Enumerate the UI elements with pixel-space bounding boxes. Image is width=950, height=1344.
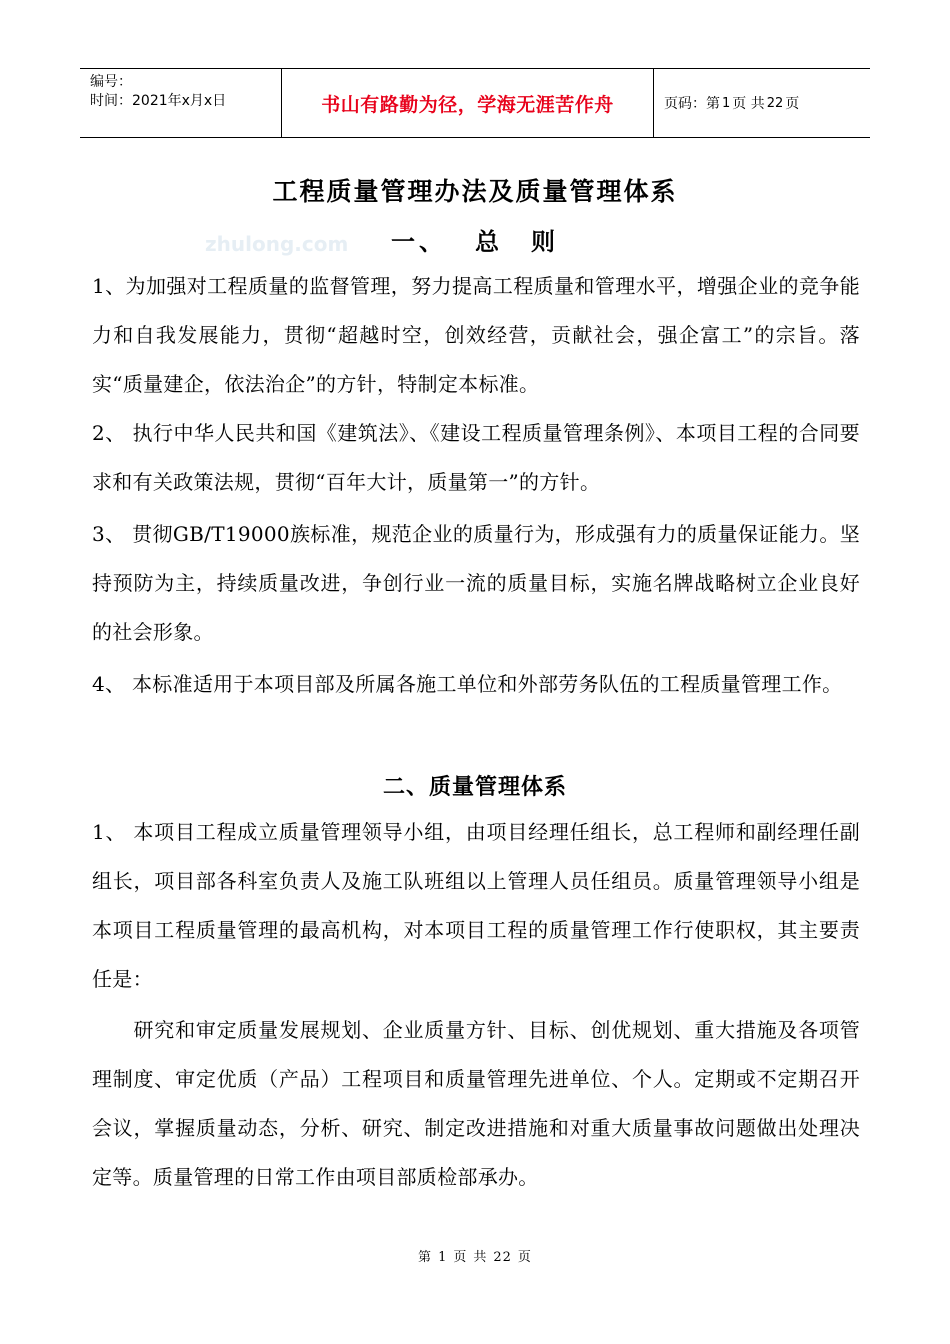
footer-total: 22 bbox=[493, 1250, 512, 1265]
paragraph-2: 2、 执行中华人民共和国《建筑法》、《建设工程质量管理条例》、本项目工程的合同要求和有关政策法规，贯彻“百年大计，质量第一”的方针。 bbox=[92, 421, 860, 494]
section-word-2: 则 bbox=[531, 227, 559, 256]
page-number: 1 bbox=[722, 95, 731, 111]
paragraph-4: 4、 本标准适用于本项目部及所属各施工单位和外部劳务队伍的工程质量管理工作。 bbox=[92, 672, 843, 696]
footer-p1: 第 bbox=[418, 1250, 433, 1265]
document-title: 工程质量管理办法及质量管理体系 bbox=[272, 177, 678, 206]
header-page-info bbox=[654, 69, 870, 137]
footer-p2: 页 bbox=[453, 1250, 468, 1265]
footer-p4: 页 bbox=[517, 1250, 532, 1265]
paragraph-5: 1、 本项目工程成立质量管理领导小组，由项目经理任组长，总工程师和副经理任副组长，项目部各科室负责人及施工队班组以上管理人员任组员。质量管理领导小组是本项目工程质量管理的最高机构，对本项目工程的质量管理工作行使职权，其主要责任是： bbox=[92, 820, 860, 991]
page-footer bbox=[0, 1246, 950, 1265]
section-number: 一、 bbox=[391, 227, 447, 256]
watermark-text: zhulong.com bbox=[205, 232, 349, 256]
page-suffix: 页 bbox=[785, 96, 800, 112]
footer-page-number: 1 bbox=[438, 1250, 448, 1265]
paragraph-3: 3、 贯彻GB/T19000族标准，规范企业的质量行为，形成强有力的质量保证能力。坚持预防为主，持续质量改进，争创行业一流的质量目标，实施名牌战略树立企业良好的社会形象。 bbox=[92, 522, 860, 644]
page-total: 22 bbox=[766, 95, 784, 111]
section-title-quality-system: 二、质量管理体系 bbox=[382, 774, 567, 800]
document-number-label: 编号： bbox=[90, 74, 132, 90]
page-mid: 页 共 bbox=[732, 96, 765, 112]
header-left-cell bbox=[80, 69, 282, 137]
header-table bbox=[80, 68, 870, 138]
document-time-label: 时间：2021年x月x日 bbox=[90, 93, 227, 109]
header-motto: 书山有路勤为径，学海无涯苦作舟 bbox=[282, 69, 654, 137]
paragraph-1: 1、为加强对工程质量的监督管理，努力提高工程质量和管理水平，增强企业的竞争能力和自我发展能力，贯彻“超越时空，创效经营，贡献社会，强企富工”的宗旨。落实“质量建企，依法治企”的方针，特制定本标准。 bbox=[92, 274, 860, 396]
page-prefix: 页码：第 bbox=[664, 96, 720, 112]
paragraph-6: 研究和审定质量发展规划、企业质量方针、目标、创优规划、重大措施及各项管理制度、审定优质（产品）工程项目和质量管理先进单位、个人。定期或不定期召开会议，掌握质量动态，分析、研究、制定改进措施和对重大质量事故问题做出处理决定等。质量管理的日常工作由项目部质检部承办。 bbox=[92, 1018, 860, 1189]
section-word-1: 总 bbox=[475, 227, 503, 256]
footer-p3: 共 bbox=[473, 1250, 488, 1265]
section-title-general bbox=[0, 222, 950, 257]
